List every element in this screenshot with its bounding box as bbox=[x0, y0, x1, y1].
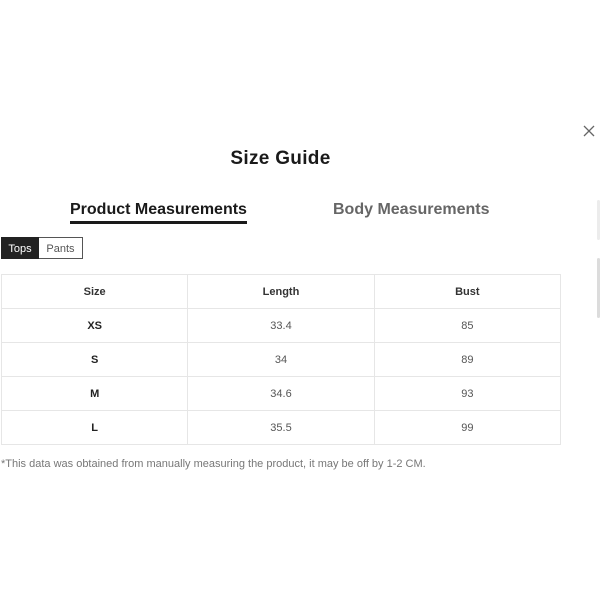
size-table bbox=[1, 274, 561, 445]
header-bust: Bust bbox=[374, 275, 560, 309]
garment-type-tabs bbox=[1, 237, 83, 259]
tab-tops[interactable]: Tops bbox=[1, 237, 39, 259]
cell-size: L bbox=[2, 411, 188, 445]
cell-bust: 99 bbox=[374, 411, 560, 445]
cell-size: S bbox=[2, 343, 188, 377]
close-button[interactable] bbox=[582, 124, 596, 138]
tab-product-measurements[interactable]: Product Measurements bbox=[70, 201, 247, 224]
tab-pants[interactable]: Pants bbox=[39, 237, 83, 259]
cell-length: 33.4 bbox=[188, 309, 374, 343]
close-icon bbox=[582, 124, 596, 138]
table-row bbox=[2, 377, 561, 411]
cell-bust: 93 bbox=[374, 377, 560, 411]
cell-length: 34.6 bbox=[188, 377, 374, 411]
modal-title: Size Guide bbox=[230, 148, 331, 169]
table-header-row bbox=[2, 275, 561, 309]
cell-bust: 89 bbox=[374, 343, 560, 377]
cell-length: 34 bbox=[188, 343, 374, 377]
header-length: Length bbox=[188, 275, 374, 309]
cell-bust: 85 bbox=[374, 309, 560, 343]
cell-size: M bbox=[2, 377, 188, 411]
header-size: Size bbox=[2, 275, 188, 309]
cell-size: XS bbox=[2, 309, 188, 343]
table-row bbox=[2, 309, 561, 343]
cell-length: 35.5 bbox=[188, 411, 374, 445]
table-row bbox=[2, 343, 561, 377]
measurement-disclaimer: *This data was obtained from manually measuring the product, it may be off by 1-2 CM. bbox=[1, 458, 426, 470]
table-row bbox=[2, 411, 561, 445]
tab-body-measurements[interactable]: Body Measurements bbox=[333, 201, 490, 218]
measurement-tabs bbox=[0, 201, 561, 227]
